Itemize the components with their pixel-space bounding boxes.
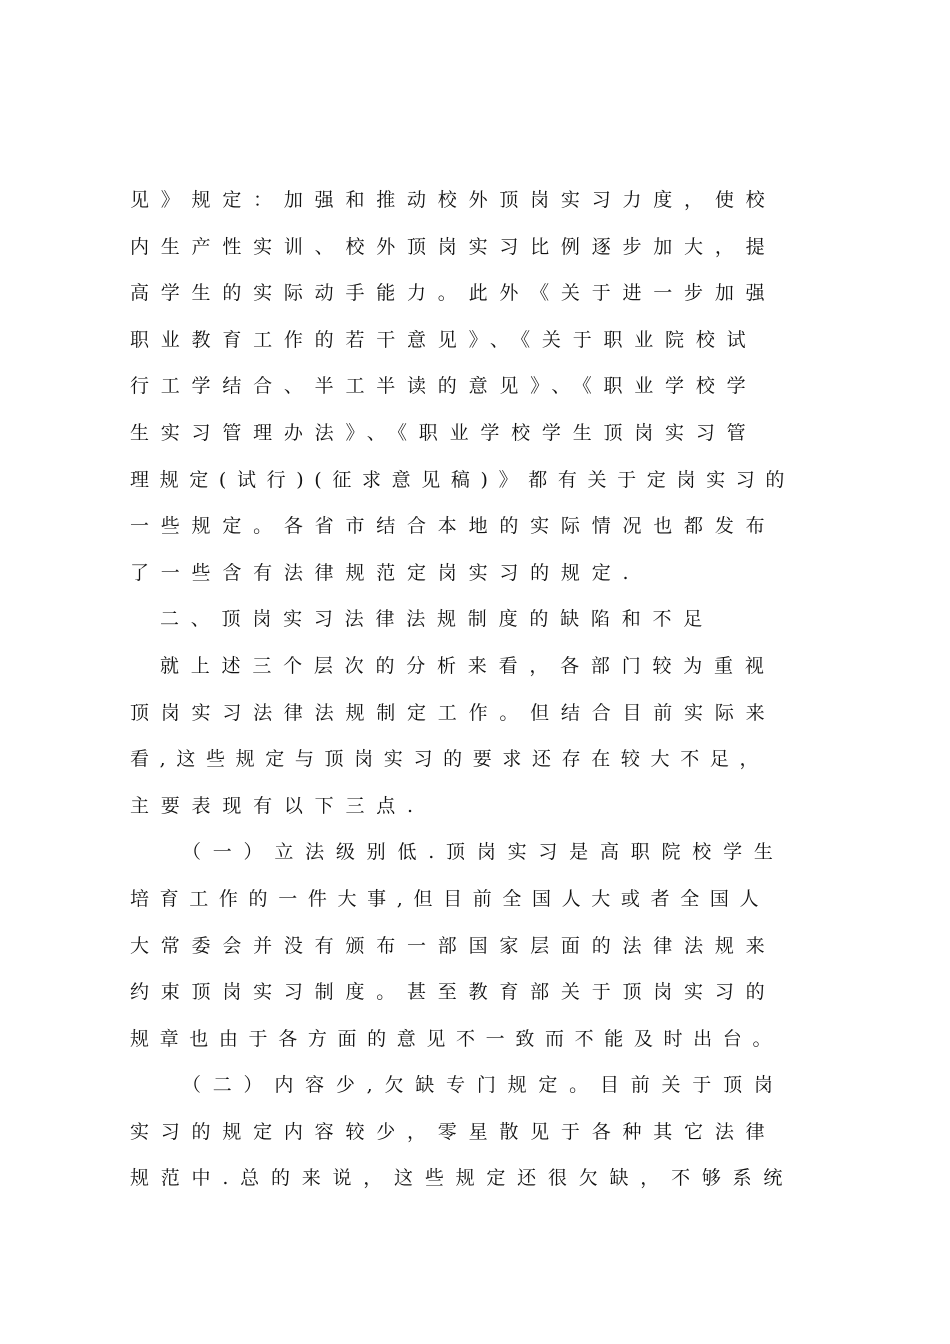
text-line: 行工学结合、半工半读的意见》、《职业学校学 xyxy=(130,375,758,398)
text-line: 职业教育工作的若干意见》、《关于职业院校试 xyxy=(130,328,758,351)
text-line: 大常委会并没有颁布一部国家层面的法律法规来 xyxy=(130,934,777,957)
text-line: 规章也由于各方面的意见不一致而不能及时出台。 xyxy=(130,1027,783,1050)
text-line: 了一些含有法律规范定岗实习的规定. xyxy=(130,561,641,584)
text-line: 看,这些规定与顶岗实习的要求还存在较大不足， xyxy=(130,748,770,771)
text-line: 内生产性实训、校外顶岗实习比例逐步加大，提 xyxy=(130,235,777,258)
text-line: 一些规定。各省市结合本地的实际情况也都发布 xyxy=(130,515,777,538)
text-line: 见》规定：加强和推动校外顶岗实习力度，使校 xyxy=(130,189,777,211)
text-line: 主要表现有以下三点. xyxy=(130,794,425,817)
text-line: 顶岗实习法律法规制定工作。但结合目前实际来 xyxy=(130,701,777,724)
text-line: 就上述三个层次的分析来看，各部门较为重视 xyxy=(160,654,776,677)
text-line: 生实习管理办法》、《职业学校学生顶岗实习管 xyxy=(130,421,758,444)
text-line: 规范中.总的来说，这些规定还很欠缺，不够系统 xyxy=(130,1167,795,1190)
text-line: 培育工作的一件大事,但目前全国人大或者全国人 xyxy=(130,887,770,910)
text-line: 理规定(试行)(征求意见稿)》都有关于定岗实习的 xyxy=(130,468,796,491)
section-heading: 二、顶岗实习法律法规制度的缺陷和不足 xyxy=(160,608,715,631)
text-line: 约束顶岗实习制度。甚至教育部关于顶岗实习的 xyxy=(130,981,777,1004)
body-text xyxy=(130,177,830,1202)
text-line: 高学生的实际动手能力。此外《关于进一步加强 xyxy=(130,282,777,305)
text-line: （二）内容少,欠缺专门规定。目前关于顶岗 xyxy=(182,1074,785,1097)
text-line: 实习的规定内容较少，零星散见于各种其它法律 xyxy=(130,1120,777,1143)
text-line: （一）立法级别低.顶岗实习是高职院校学生 xyxy=(182,841,785,864)
